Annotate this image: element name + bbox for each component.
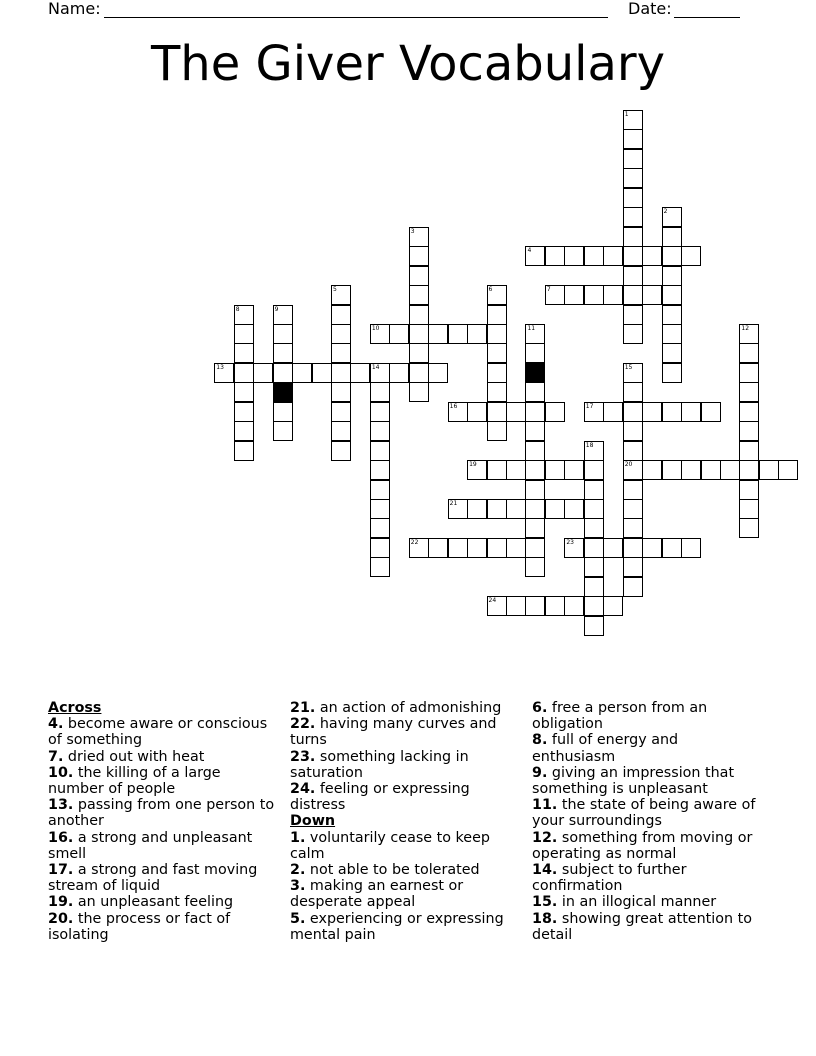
grid-cell[interactable] — [623, 382, 643, 402]
grid-cell[interactable] — [681, 538, 701, 558]
grid-cell[interactable] — [525, 441, 545, 461]
grid-cell[interactable] — [448, 499, 468, 519]
grid-cell[interactable] — [428, 538, 448, 558]
clue-item-number: 16. — [48, 829, 74, 846]
grid-cell[interactable] — [545, 402, 565, 422]
clue-item-text: the state of being aware of your surroundings — [532, 797, 756, 830]
clue-item-text: showing great attention to detail — [532, 910, 752, 943]
clue-item-number: 15. — [532, 894, 558, 911]
grid-cell[interactable] — [409, 324, 429, 344]
grid-cell[interactable] — [409, 382, 429, 402]
grid-cell[interactable] — [331, 441, 351, 461]
clue-item-text: full of energy and enthusiasm — [532, 732, 679, 765]
grid-cell[interactable] — [506, 538, 526, 558]
clue-column-2 — [290, 700, 522, 943]
grid-cell[interactable] — [739, 480, 759, 500]
grid-cell[interactable] — [739, 460, 759, 480]
grid-cell[interactable] — [370, 382, 390, 402]
grid-cell[interactable] — [623, 227, 643, 247]
grid-cell[interactable] — [584, 499, 604, 519]
grid-cell[interactable] — [739, 402, 759, 422]
grid-cell[interactable] — [409, 246, 429, 266]
grid-cell[interactable] — [487, 285, 507, 305]
grid-cell[interactable] — [312, 363, 332, 383]
grid-cell[interactable] — [584, 596, 604, 616]
grid-cell[interactable] — [623, 480, 643, 500]
clue-item — [48, 765, 280, 797]
clue-number: 8 — [235, 305, 240, 313]
grid-cell[interactable] — [525, 518, 545, 538]
clue-item-text: something from moving or operating as normal — [532, 829, 753, 862]
clue-item-number: 24. — [290, 781, 316, 798]
grid-cell[interactable] — [525, 460, 545, 480]
grid-cell[interactable] — [525, 246, 545, 266]
clue-item-text: the process or fact of isolating — [48, 910, 231, 943]
grid-cell[interactable] — [409, 285, 429, 305]
page-title: The Giver Vocabulary — [150, 36, 666, 92]
grid-cell[interactable] — [525, 421, 545, 441]
grid-cell[interactable] — [623, 577, 643, 597]
clue-item-text: free a person from an obligation — [532, 700, 708, 733]
grid-cell[interactable] — [487, 363, 507, 383]
clue-number: 2 — [663, 208, 668, 216]
grid-cell[interactable] — [525, 596, 545, 616]
clue-item-number: 17. — [48, 862, 74, 879]
clue-item-number: 22. — [290, 716, 316, 733]
grid-cell[interactable] — [603, 596, 623, 616]
clue-number: 4 — [527, 247, 532, 255]
grid-cell[interactable] — [584, 246, 604, 266]
clue-item-number: 7. — [48, 748, 64, 765]
grid-cell[interactable] — [487, 596, 507, 616]
clue-number: 24 — [488, 597, 497, 605]
grid-cell[interactable] — [214, 363, 234, 383]
grid-cell[interactable] — [234, 324, 254, 344]
grid-cell[interactable] — [331, 343, 351, 363]
grid-cell[interactable] — [234, 305, 254, 325]
grid-cell[interactable] — [584, 538, 604, 558]
grid-cell[interactable] — [370, 499, 390, 519]
grid-cell[interactable] — [467, 460, 487, 480]
grid-cell[interactable] — [584, 557, 604, 577]
clue-number: 10 — [371, 324, 380, 332]
grid-cell[interactable] — [623, 305, 643, 325]
clue-item-text: the killing of a large number of people — [48, 764, 221, 798]
clue-number: 1 — [624, 111, 629, 118]
grid-cell[interactable] — [623, 441, 643, 461]
grid-cell[interactable] — [273, 343, 293, 363]
clue-item — [290, 862, 522, 878]
clue-item — [48, 830, 280, 862]
grid-cell[interactable] — [409, 266, 429, 286]
grid-cell[interactable] — [739, 324, 759, 344]
grid-cell[interactable] — [525, 343, 545, 363]
clue-number: 16 — [449, 402, 458, 410]
grid-cell[interactable] — [331, 421, 351, 441]
grid-cell[interactable] — [662, 305, 682, 325]
grid-cell[interactable] — [623, 129, 643, 149]
clue-item-text: experiencing or expressing mental pain — [290, 910, 504, 943]
grid-cell[interactable] — [623, 363, 643, 383]
grid-cell[interactable] — [234, 363, 254, 383]
clue-item-text: feeling or expressing distress — [290, 781, 470, 814]
grid-cell[interactable] — [778, 460, 798, 480]
clue-item-text: a strong and fast moving stream of liquid — [48, 862, 258, 895]
clue-number: 12 — [741, 324, 750, 332]
grid-cell[interactable] — [428, 363, 448, 383]
grid-cell[interactable] — [487, 421, 507, 441]
black-square — [273, 382, 293, 402]
grid-cell[interactable] — [739, 499, 759, 519]
grid-cell[interactable] — [370, 402, 390, 422]
clue-item-number: 2. — [290, 862, 306, 879]
clue-item — [532, 830, 764, 862]
grid-cell[interactable] — [409, 343, 429, 363]
clue-item-text: making an earnest or desperate appeal — [290, 878, 464, 911]
across-clue-list — [48, 716, 280, 943]
grid-cell[interactable] — [564, 246, 584, 266]
grid-cell[interactable] — [234, 402, 254, 422]
clue-item — [290, 716, 522, 748]
grid-cell[interactable] — [331, 324, 351, 344]
clue-item — [290, 700, 522, 716]
grid-cell[interactable] — [331, 285, 351, 305]
grid-cell[interactable] — [467, 499, 487, 519]
grid-cell[interactable] — [642, 246, 662, 266]
clue-item-text: passing from one person to another — [48, 797, 275, 830]
name-label: Name: — [48, 0, 101, 18]
grid-cell[interactable] — [759, 460, 779, 480]
grid-cell[interactable] — [584, 402, 604, 422]
clue-number: 14 — [371, 363, 380, 371]
grid-cell[interactable] — [701, 460, 721, 480]
clue-number: 19 — [469, 461, 477, 469]
clue-item — [290, 911, 522, 943]
grid-cell[interactable] — [642, 402, 662, 422]
clue-item-number: 20. — [48, 910, 74, 927]
grid-cell[interactable] — [370, 441, 390, 461]
grid-cell[interactable] — [525, 557, 545, 577]
grid-cell[interactable] — [487, 382, 507, 402]
grid-cell[interactable] — [467, 402, 487, 422]
clue-item-number: 21. — [290, 700, 316, 716]
clue-item-number: 14. — [532, 862, 558, 879]
clue-item-text: giving an impression that something is unpleasant — [532, 764, 735, 798]
clue-item-number: 9. — [532, 764, 548, 781]
grid-cell[interactable] — [662, 343, 682, 363]
grid-cell[interactable] — [564, 538, 584, 558]
grid-cell[interactable] — [370, 480, 390, 500]
grid-cell[interactable] — [448, 402, 468, 422]
clue-item-text: in an illogical manner — [557, 894, 717, 911]
grid-cell[interactable] — [739, 421, 759, 441]
grid-cell[interactable] — [623, 110, 643, 130]
grid-cell[interactable] — [487, 305, 507, 325]
grid-cell[interactable] — [623, 538, 643, 558]
grid-cell[interactable] — [487, 499, 507, 519]
grid-cell[interactable] — [389, 324, 409, 344]
clue-number: 20 — [624, 461, 633, 469]
clue-item-text: voluntarily cease to keep calm — [290, 829, 490, 862]
grid-cell[interactable] — [273, 402, 293, 422]
grid-cell[interactable] — [525, 402, 545, 422]
clue-number: 22 — [410, 538, 419, 546]
grid-cell[interactable] — [623, 188, 643, 208]
grid-cell[interactable] — [370, 421, 390, 441]
grid-cell[interactable] — [370, 324, 390, 344]
grid-cell[interactable] — [584, 460, 604, 480]
grid-cell[interactable] — [525, 480, 545, 500]
clue-number: 3 — [410, 227, 415, 235]
grid-cell[interactable] — [234, 382, 254, 402]
grid-cell[interactable] — [584, 441, 604, 461]
grid-cell[interactable] — [234, 343, 254, 363]
grid-cell[interactable] — [370, 557, 390, 577]
grid-cell[interactable] — [623, 266, 643, 286]
grid-cell[interactable] — [584, 577, 604, 597]
grid-cell[interactable] — [584, 285, 604, 305]
grid-cell[interactable] — [234, 421, 254, 441]
clue-item — [290, 830, 522, 862]
clue-item-number: 5. — [290, 910, 306, 927]
grid-cell[interactable] — [623, 421, 643, 441]
grid-cell[interactable] — [720, 460, 740, 480]
clue-item — [48, 749, 280, 765]
grid-cell[interactable] — [506, 499, 526, 519]
clue-item-number: 12. — [532, 829, 558, 846]
down-heading: Down — [290, 813, 336, 830]
grid-cell[interactable] — [662, 402, 682, 422]
grid-cell[interactable] — [623, 402, 643, 422]
clue-column-3 — [532, 700, 764, 943]
grid-cell[interactable] — [409, 227, 429, 247]
clue-number: 7 — [546, 286, 551, 294]
clue-item — [532, 797, 764, 829]
grid-cell[interactable] — [662, 285, 682, 305]
grid-cell[interactable] — [506, 402, 526, 422]
down-clue-list-cont — [532, 700, 764, 943]
clue-item — [290, 878, 522, 910]
grid-cell[interactable] — [487, 402, 507, 422]
grid-cell[interactable] — [370, 518, 390, 538]
clue-number: 5 — [332, 286, 337, 294]
grid-cell[interactable] — [662, 207, 682, 227]
grid-cell[interactable] — [448, 538, 468, 558]
grid-cell[interactable] — [701, 402, 721, 422]
grid-cell[interactable] — [662, 227, 682, 247]
grid-cell[interactable] — [642, 460, 662, 480]
clue-item-number: 11. — [532, 797, 558, 814]
grid-cell[interactable] — [370, 363, 390, 383]
clue-item-number: 6. — [532, 700, 548, 716]
grid-cell[interactable] — [739, 382, 759, 402]
grid-cell[interactable] — [487, 324, 507, 344]
grid-cell[interactable] — [273, 305, 293, 325]
clue-item-number: 13. — [48, 797, 74, 814]
grid-cell[interactable] — [681, 246, 701, 266]
grid-cell[interactable] — [623, 557, 643, 577]
clue-number: 21 — [449, 500, 458, 507]
clue-item-number: 10. — [48, 764, 74, 781]
clue-number: 6 — [488, 286, 493, 294]
clue-number: 9 — [274, 305, 279, 313]
grid-cell[interactable] — [662, 460, 682, 480]
clue-number: 23 — [566, 538, 574, 546]
grid-cell[interactable] — [662, 538, 682, 558]
clue-number: 17 — [585, 402, 594, 410]
grid-cell[interactable] — [623, 518, 643, 538]
grid-cell[interactable] — [234, 441, 254, 461]
clue-item-text: a strong and unpleasant smell — [48, 829, 253, 862]
grid-cell[interactable] — [545, 596, 565, 616]
grid-cell[interactable] — [370, 538, 390, 558]
grid-cell[interactable] — [389, 363, 409, 383]
grid-cell[interactable] — [584, 518, 604, 538]
grid-cell[interactable] — [681, 460, 701, 480]
date-label: Date: — [628, 0, 672, 18]
grid-cell[interactable] — [642, 285, 662, 305]
clue-item — [532, 911, 764, 943]
clue-item-text: subject to further confirmation — [532, 862, 687, 895]
grid-cell[interactable] — [331, 363, 351, 383]
grid-cell[interactable] — [584, 616, 604, 636]
grid-cell[interactable] — [273, 421, 293, 441]
grid-cell[interactable] — [623, 149, 643, 169]
grid-cell[interactable] — [564, 596, 584, 616]
black-square — [525, 363, 545, 383]
grid-cell[interactable] — [681, 402, 701, 422]
grid-cell[interactable] — [487, 460, 507, 480]
clue-item-text: having many curves and turns — [290, 716, 497, 749]
clue-item — [532, 894, 764, 910]
clue-item-text: an action of admonishing — [315, 700, 502, 716]
grid-cell[interactable] — [564, 285, 584, 305]
grid-cell[interactable] — [409, 363, 429, 383]
across-clue-list-cont — [290, 700, 522, 813]
grid-cell[interactable] — [623, 168, 643, 188]
grid-cell[interactable] — [739, 363, 759, 383]
clue-item — [532, 765, 764, 797]
clue-item — [48, 894, 280, 910]
clue-item-number: 3. — [290, 878, 306, 895]
clue-item — [290, 781, 522, 813]
grid-cell[interactable] — [623, 324, 643, 344]
grid-cell[interactable] — [467, 324, 487, 344]
grid-cell[interactable] — [545, 285, 565, 305]
grid-cell[interactable] — [662, 363, 682, 383]
grid-cell[interactable] — [253, 363, 273, 383]
grid-cell[interactable] — [564, 460, 584, 480]
clue-item-number: 23. — [290, 748, 316, 765]
clue-number: 15 — [624, 363, 633, 371]
grid-cell[interactable] — [506, 460, 526, 480]
clue-item — [48, 797, 280, 829]
grid-cell[interactable] — [603, 246, 623, 266]
grid-cell[interactable] — [370, 460, 390, 480]
clue-item-number: 18. — [532, 910, 558, 927]
grid-cell[interactable] — [331, 382, 351, 402]
clue-item — [532, 732, 764, 764]
grid-cell[interactable] — [525, 382, 545, 402]
clue-item-number: 4. — [48, 716, 64, 733]
grid-cell[interactable] — [642, 538, 662, 558]
grid-cell[interactable] — [487, 343, 507, 363]
grid-cell[interactable] — [350, 363, 370, 383]
down-clue-list — [290, 830, 522, 943]
clue-item-text: something lacking in saturation — [290, 748, 469, 781]
grid-cell[interactable] — [603, 285, 623, 305]
clue-item-number: 1. — [290, 829, 306, 846]
across-heading: Across — [48, 700, 102, 716]
clue-item — [532, 700, 764, 732]
grid-cell[interactable] — [273, 324, 293, 344]
grid-cell[interactable] — [739, 441, 759, 461]
clue-item-text: an unpleasant feeling — [73, 894, 234, 911]
grid-cell[interactable] — [545, 499, 565, 519]
grid-cell[interactable] — [623, 207, 643, 227]
clue-number: 11 — [527, 324, 536, 332]
grid-cell[interactable] — [662, 324, 682, 344]
grid-cell[interactable] — [623, 246, 643, 266]
grid-cell[interactable] — [564, 499, 584, 519]
clue-number: 13 — [216, 363, 224, 371]
grid-cell[interactable] — [739, 343, 759, 363]
clue-item-text: not able to be tolerated — [305, 862, 480, 879]
grid-cell[interactable] — [409, 305, 429, 325]
grid-cell[interactable] — [273, 363, 293, 383]
grid-cell[interactable] — [584, 480, 604, 500]
grid-cell[interactable] — [662, 246, 682, 266]
clue-item — [48, 716, 280, 748]
grid-cell[interactable] — [409, 538, 429, 558]
grid-cell[interactable] — [487, 538, 507, 558]
grid-cell[interactable] — [623, 285, 643, 305]
clue-column-1 — [48, 700, 280, 943]
grid-cell[interactable] — [448, 324, 468, 344]
grid-cell[interactable] — [623, 460, 643, 480]
grid-cell[interactable] — [525, 324, 545, 344]
clue-item-number: 8. — [532, 732, 548, 749]
clue-item-number: 19. — [48, 894, 74, 911]
grid-cell[interactable] — [506, 596, 526, 616]
grid-cell[interactable] — [292, 363, 312, 383]
clue-number: 18 — [585, 441, 594, 449]
grid-cell[interactable] — [739, 518, 759, 538]
grid-cell[interactable] — [603, 538, 623, 558]
grid-cell[interactable] — [428, 324, 448, 344]
grid-cell[interactable] — [525, 538, 545, 558]
grid-cell[interactable] — [545, 246, 565, 266]
clue-item-text: become aware or conscious of something — [48, 716, 268, 749]
grid-cell[interactable] — [603, 402, 623, 422]
grid-cell[interactable] — [331, 305, 351, 325]
clue-item — [290, 749, 522, 781]
grid-cell[interactable] — [467, 538, 487, 558]
clue-item-text: dried out with heat — [63, 748, 205, 765]
grid-cell[interactable] — [331, 402, 351, 422]
grid-cell[interactable] — [545, 460, 565, 480]
clue-item — [48, 862, 280, 894]
grid-cell[interactable] — [623, 499, 643, 519]
grid-cell[interactable] — [662, 266, 682, 286]
clue-item — [48, 911, 280, 943]
clue-item — [532, 862, 764, 894]
grid-cell[interactable] — [525, 499, 545, 519]
